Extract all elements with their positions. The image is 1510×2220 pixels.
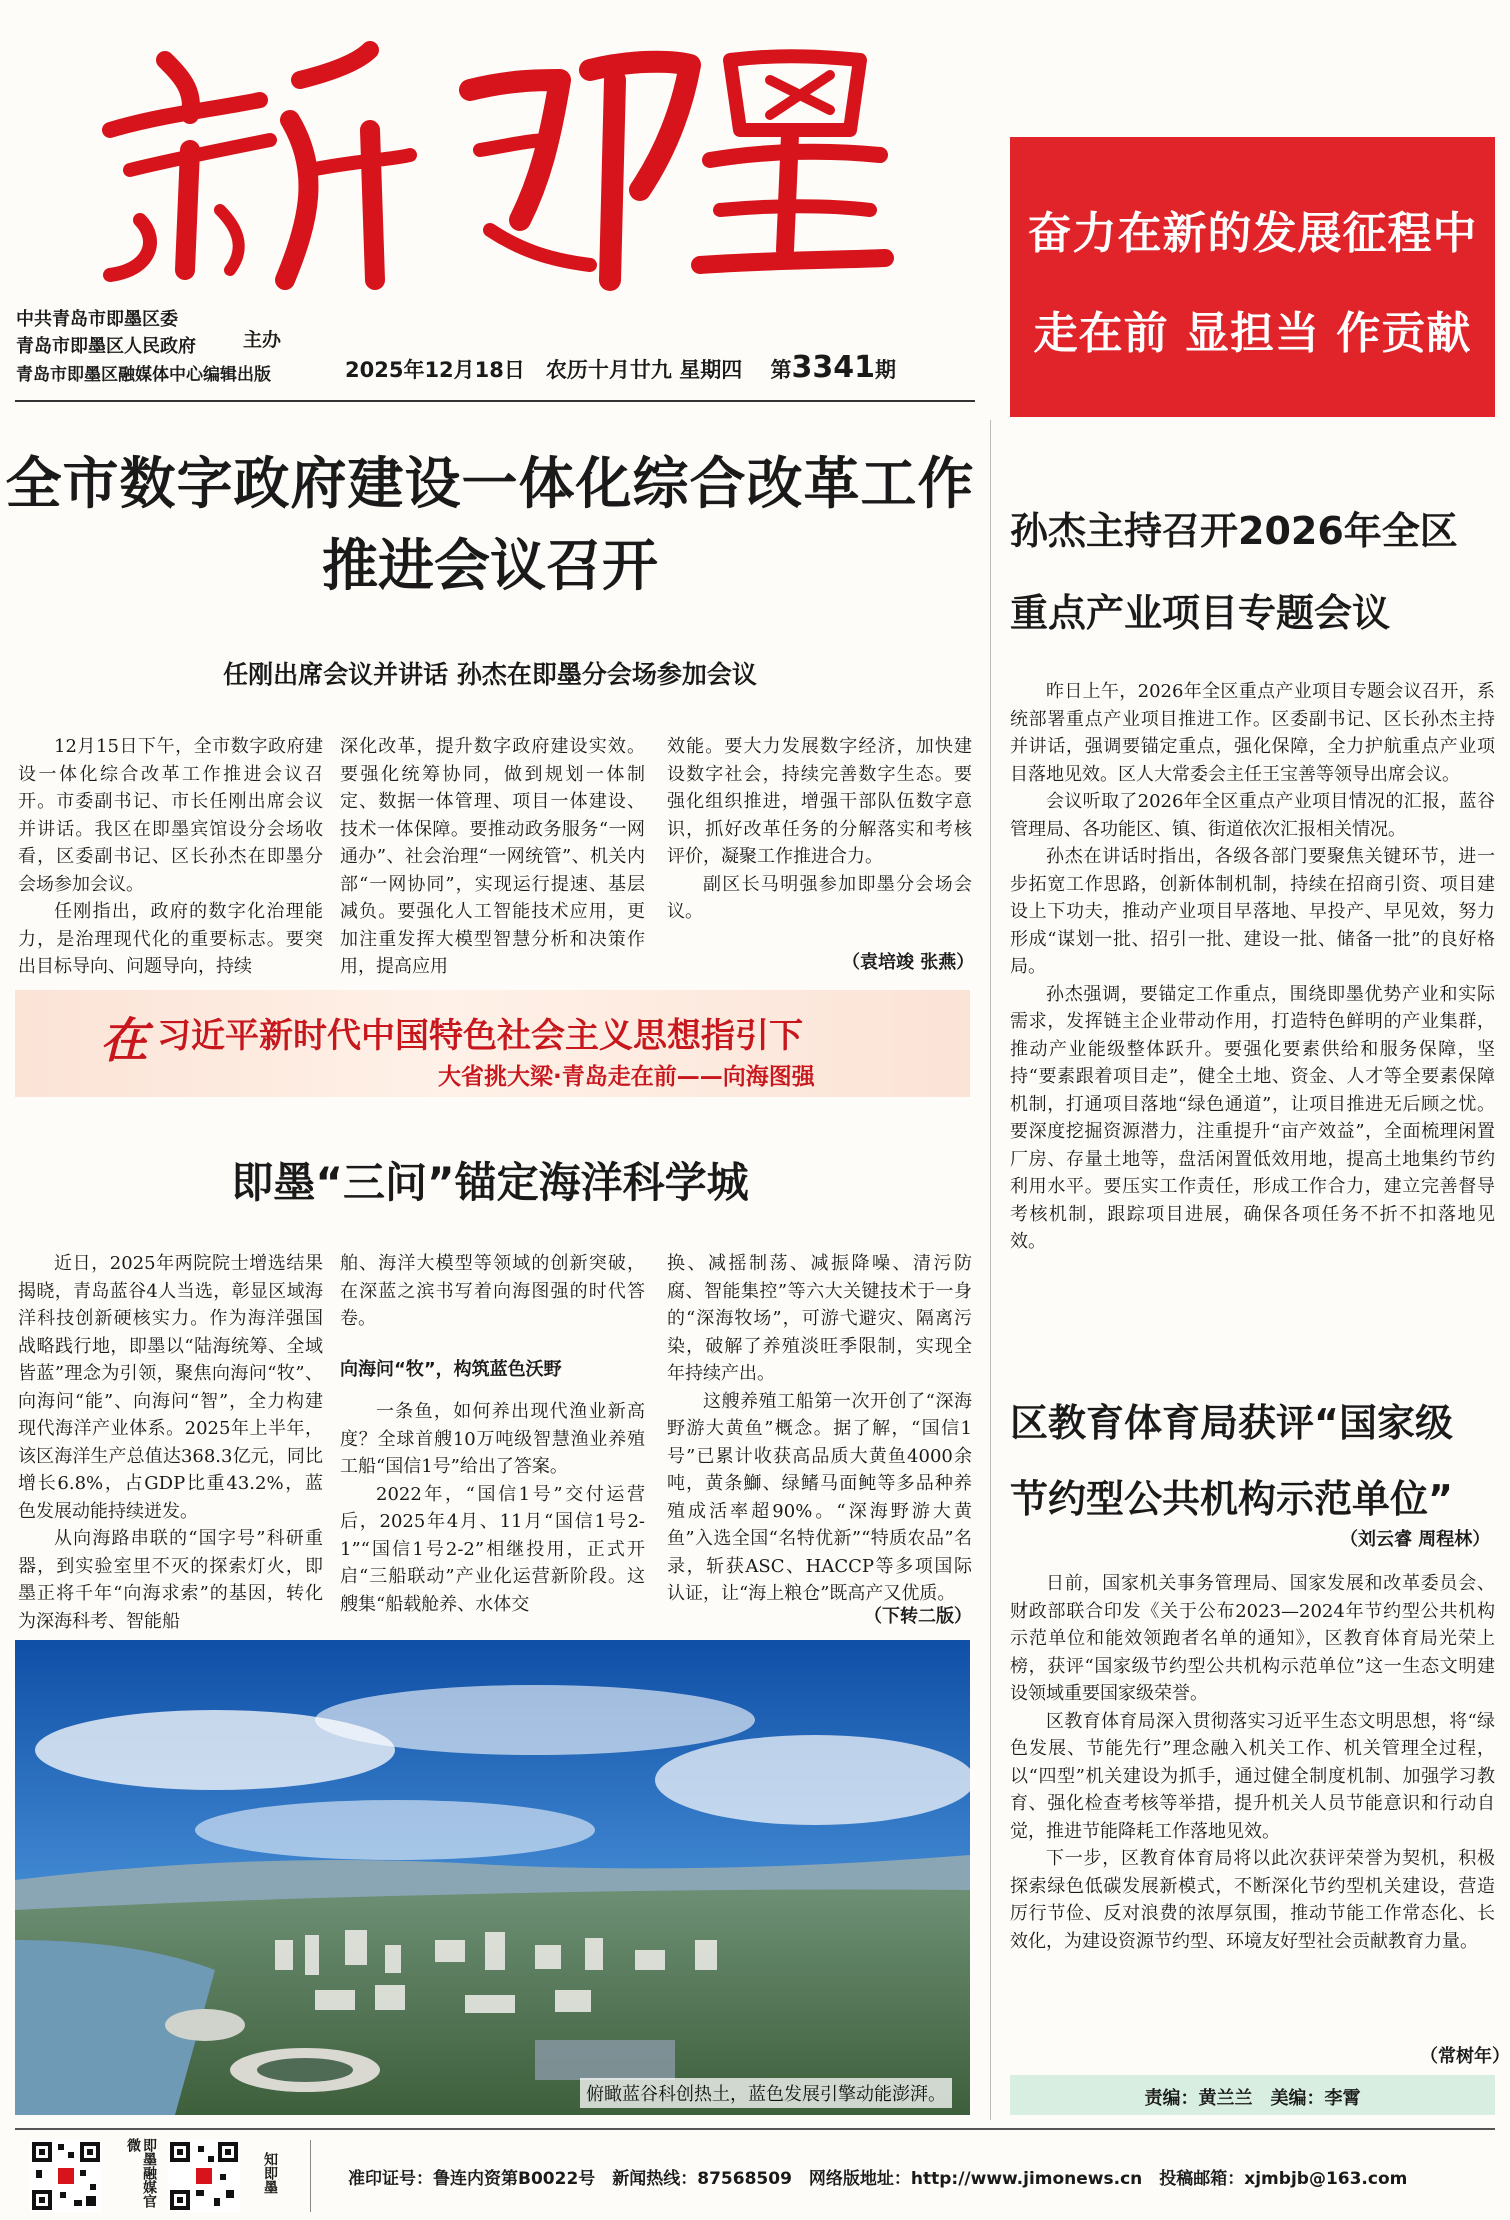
- issue-number: 3341: [791, 350, 876, 385]
- paragraph: 12月15日下午，全市数字政府建设一体化综合改革工作推进会议召开。市委副书记、市长任刚出席会议并讲话。我区在即墨宾馆设分会场收看，区委副书记、区长孙杰在即墨分会场参加会议。: [18, 736, 323, 895]
- story4-headline-line-1: 区教育体育局获评“国家级: [1010, 1401, 1453, 1445]
- paragraph: 深化改革，提升数字政府建设实效。要强化统筹协同，做到规划一体制定、数据一体管理、项目一体建设、技术一体保障。要推动政务服务“一网通办”、社会治理“一网统管”、机关内部“一网协同”，实现运行提速、基层减负。要强化人工智能技术应用，更加注重发挥大模型智慧分析和决策作用，提高应用: [340, 736, 645, 977]
- story4-headline-line-2: 节约型公共机构示范单位”: [1010, 1477, 1453, 1521]
- paragraph: 2022年，“国信1号”交付运营后，2025年4月、11月“国信1号2-1”“国信1号2-2”相继投用，正式开启“三船联动”产业化运营新阶段。这艘集“船载舱养、水体交: [340, 1483, 645, 1615]
- theme-banner-line-2: 大省挑大梁·青岛走在前——向海图强: [438, 1064, 815, 1090]
- story2-headline: 即墨“三问”锚定海洋科学城: [231, 1158, 749, 1207]
- publisher-party-committee: 中共青岛市即墨区委: [16, 309, 178, 330]
- aerial-photo: [15, 1640, 970, 2115]
- qr-label-zhijimo: 知即墨: [262, 2152, 278, 2194]
- story4-byline: （常树年）: [1420, 2046, 1510, 2067]
- paragraph: 任刚指出，政府的数字化治理能力，是治理现代化的重要标志。要突出目标导向、问题导向，持续: [18, 901, 323, 977]
- editor-credit: 责编：黄兰兰 美编：李霄: [1144, 2088, 1361, 2109]
- publisher-media-center: 青岛市即墨区融媒体中心编辑出版: [16, 365, 271, 385]
- paragraph: 一条鱼，如何养出现代渔业新高度？全球首艘10万吨级智慧渔业养殖工船“国信1号”给出了答案。: [340, 1401, 645, 1477]
- issue-date: 2025年12月18日: [345, 358, 525, 382]
- paragraph: 区教育体育局深入贯彻落实习近平生态文明思想，将“绿色发展、节能先行”理念融入机关工作、机关管理全过程，以“四型”机关建设为抓手，通过健全制度机制、加强学习教育、强化检查考核等举措，提升机关人员节能意识和行动自觉，推进节能降耗工作落地见效。: [1010, 1710, 1495, 1842]
- slogan-banner: [1010, 137, 1495, 417]
- column-divider: [990, 420, 991, 2120]
- paragraph: 从向海路串联的“国字号”科研重器，到实验室里不灭的探索灯火，即墨正将千年“向海求索”的基因，转化为深海科考、智能船: [18, 1528, 323, 1632]
- story2-column-3: [667, 1250, 972, 1608]
- lead-byline: （袁培竣 张燕）: [842, 952, 975, 973]
- story2-subhead: 向海问“牧”，构筑蓝色沃野: [340, 1359, 562, 1380]
- masthead-logo: [70, 20, 890, 290]
- masthead-rule: [15, 400, 975, 402]
- paragraph: 日前，国家机关事务管理局、国家发展和改革委员会、财政部联合印发《关于公布2023—2024年节约型公共机构示范单位和能效领跑者名单的通知》，区教育体育局光荣上榜，获评“国家级节约型公共机构示范单位”这一生态文明建设领域重要国家级荣誉。: [1010, 1573, 1495, 1704]
- paragraph: 下一步，区教育体育局将以此次获评荣誉为契机，积极探索绿色低碳发展新模式，不断深化节约型机关建设，营造厉行节俭、反对浪费的浓厚氛围，推动节能工作常态化、长效化，为建设资源节约型、环境友好型社会贡献教育力量。: [1010, 1848, 1495, 1952]
- qr-label-wechat: 即墨融媒官微: [125, 2138, 157, 2208]
- paragraph: 效能。要大力发展数字经济，加快建设数字社会，持续完善数字生态。要强化组织推进，增强干部队伍数字意识，抓好改革任务的分解落实和考核评价，凝聚工作推进合力。: [667, 736, 972, 867]
- date-line: [345, 350, 896, 385]
- qr-code-icon: [168, 2140, 240, 2212]
- story3-byline: （刘云睿 周程林）: [1340, 1529, 1491, 1550]
- lead-column-2: [340, 733, 645, 981]
- paragraph: 会议听取了2026年全区重点产业项目情况的汇报，蓝谷管理局、各功能区、镇、街道依次汇报相关情况。: [1010, 791, 1495, 840]
- story3-headline-line-2: 重点产业项目专题会议: [1010, 591, 1391, 635]
- lead-headline-line-2: 推进会议召开: [322, 534, 658, 599]
- story3-headline-line-1: 孙杰主持召开2026年全区: [1010, 509, 1458, 553]
- paragraph: 孙杰在讲话时指出，各级各部门要聚焦关键环节，进一步拓宽工作思路，创新体制机制，持续在招商引资、项目建设上下功夫，推动产业项目早落地、早投产、早见效，努力形成“谋划一批、招引一批、建设一批、储备一批”的良好格局。: [1010, 846, 1495, 977]
- paragraph: 近日，2025年两院院士增选结果揭晓，青岛蓝谷4人当选，彰显区域海洋科技创新硬核实力。作为海洋强国战略践行地，即墨以“陆海统筹、全域皆蓝”理念为引领，聚焦向海问“牧”、向海问“能”、向海问“智”，全力构建现代海洋产业体系。2025年上半年，该区海洋生产总值达368.3亿元，同比增长6.8%，占GDP比重43.2%，蓝色发展动能持续迸发。: [18, 1253, 323, 1522]
- footer-divider: [310, 2140, 311, 2212]
- paragraph: 副区长马明强参加即墨分会场会议。: [667, 873, 972, 922]
- story2-column-2-top: [340, 1250, 645, 1333]
- lunar-date: 农历十月廿九 星期四: [545, 358, 743, 382]
- photo-caption: 俯瞰蓝谷科创热土，蓝色发展引擎动能澎湃。: [580, 2078, 952, 2108]
- paragraph: 孙杰强调，要锚定工作重点，围绕即墨优势产业和实际需求，发挥链主企业带动作用，打造特色鲜明的产业集群，推动产业能级整体跃升。要强化要素供给和服务保障，坚持“要素跟着项目走”，健全土地、资金、人才等全要素保障机制，打通项目落地“绿色通道”，让项目推进无后顾之忧。要深度挖掘资源潜力，注重提升“亩产效益”，全面梳理闲置厂房、存量土地等，盘活闲置低效用地，提高土地集约节约利用水平。要压实工作责任，形成工作合力，建立完善督导考核机制，跟踪项目进展，确保各项任务不折不扣落地见效。: [1010, 983, 1495, 1252]
- paragraph: 这艘养殖工船第一次开创了“深海野游大黄鱼”概念。据了解，“国信1号”已累计收获高品质大黄鱼4000余吨，黄条鰤、绿鳍马面鲀等多品种养殖成活率超90%。“深海野游大黄鱼”入选全国“名特优新”“特质农品”名录，斩获ASC、HACCP等多项国际认证，让“海上粮仓”既高产又优质。: [667, 1390, 972, 1604]
- lead-column-3: [667, 733, 972, 926]
- paragraph: 换、减摇制荡、减振降噪、清污防腐、智能集控”等六大关键技术于一身的“深海牧场”，可游弋避灾、隔离污染，破解了养殖淡旺季限制，实现全年持续产出。: [667, 1253, 972, 1384]
- footer-info: 准印证号：鲁连内资第B0022号 新闻热线：87568509 网络版地址：http://www.jimonews.cn 投稿邮箱：xjmbjb@163.com: [348, 2169, 1408, 2189]
- story2-column-1: [18, 1250, 323, 1635]
- footer-rule: [15, 2128, 1495, 2130]
- slogan-line-1: 奋力在新的发展征程中: [1027, 208, 1478, 259]
- lead-headline-line-1: 全市数字政府建设一体化综合改革工作: [5, 452, 975, 517]
- theme-banner-line-1: 习近平新时代中国特色社会主义思想指引下: [157, 1016, 803, 1056]
- story2-continued: （下转二版）: [864, 1606, 972, 1627]
- lead-subheadline: 任刚出席会议并讲话 孙杰在即墨分会场参加会议: [223, 660, 757, 689]
- story3-body: [1010, 678, 1495, 1256]
- qr-code-icon: [30, 2140, 102, 2212]
- theme-banner-zai: 在: [100, 1013, 149, 1069]
- publisher-government: 青岛市即墨区人民政府: [16, 336, 196, 357]
- issue-suffix: 期: [875, 358, 897, 382]
- sponsor-label: 主办: [243, 329, 282, 351]
- paragraph: 昨日上午，2026年全区重点产业项目专题会议召开，系统部署重点产业项目推进工作。区委副书记、区长孙杰主持并讲话，强调要锚定重点，强化保障，全力护航重点产业项目落地见效。区人大常委会主任王宝善等领导出席会议。: [1010, 681, 1495, 785]
- issue-prefix: 第: [770, 358, 792, 382]
- slogan-line-2: 走在前 显担当 作贡献: [1033, 308, 1472, 359]
- story4-body: [1010, 1570, 1495, 1955]
- story2-column-2-bottom: [340, 1398, 645, 1618]
- paragraph: 舶、海洋大模型等领域的创新突破，在深蓝之滨书写着向海图强的时代答卷。: [340, 1253, 645, 1329]
- lead-column-1: [18, 733, 323, 983]
